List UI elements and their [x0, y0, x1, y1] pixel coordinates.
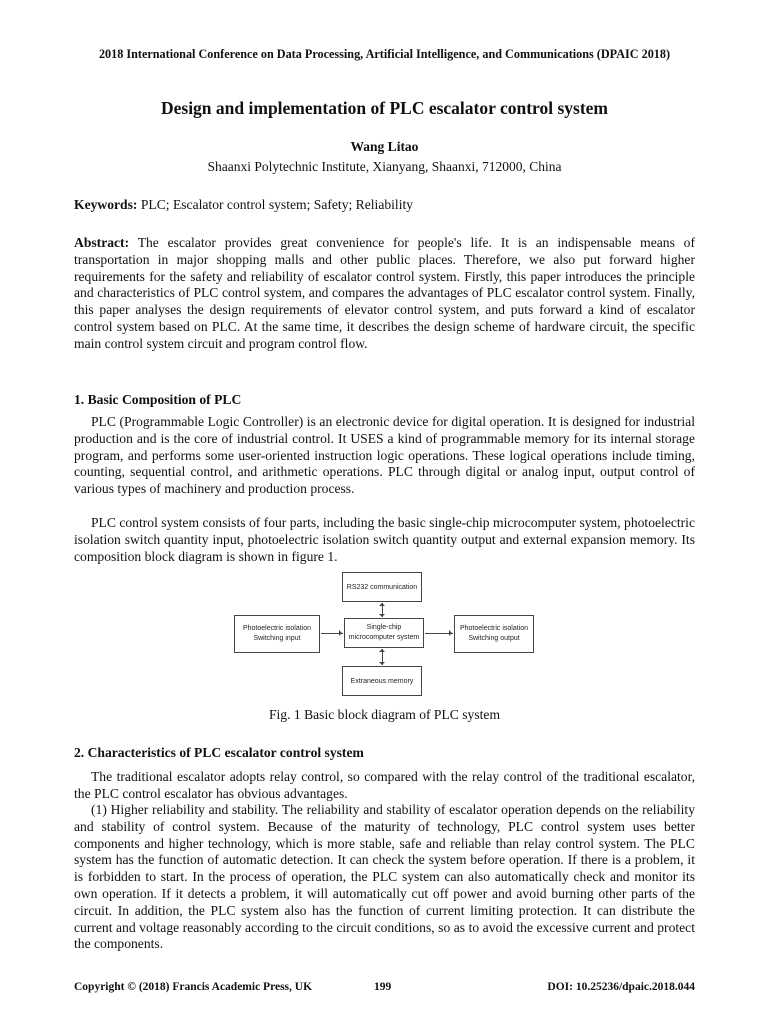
keywords-label: Keywords:: [74, 197, 138, 212]
keywords: [74, 196, 695, 213]
section-2-heading: 2. Characteristics of PLC escalator control system: [74, 745, 364, 760]
page-number: 199: [374, 981, 392, 993]
arrowhead-down-2: [379, 662, 385, 668]
copyright-notice: Copyright © (2018) Francis Academic Press, UK: [74, 981, 313, 993]
section-1-paragraph-1: PLC (Programmable Logic Controller) is an electronic device for digital operation. It is designed for industrial production and is the core of industrial control. It USES a kind of programmable memory for its internal storage program, and performs some user-oriented instruction logic operations. These logical operations include timing, counting, sequential control, and arithmetic operations. PLC through digital or analog input, output control of various types of machinery and production process.: [74, 414, 695, 497]
abstract-text: The escalator provides great convenience for people's life. It is an indispensable means of transportation in major shopping malls and other public places. Therefore, we also put forward higher requirements for the safety and reliability of escalator control system. Firstly, this paper introduces the principle and characteristics of PLC control system, and compares the advantages of PLC escalator control system. Finally, this paper analyses the design requirements of elevator control system, and puts forward a kind of escalator control system based on PLC. At the same time, it describes the design scheme of hardware circuit, the specific main control system circuit and program control flow.: [74, 235, 695, 351]
section-1-heading: 1. Basic Composition of PLC: [74, 392, 242, 407]
section-2-paragraph-2: (1) Higher reliability and stability. The reliability and stability of escalator operation depends on the reliability and stability of control system. Because of the maturity of technology, PLC control system uses better components and higher technology, which is more stable, safe and reliable than relay control system. The PLC system has the function of automatic detection. It can check the system before operation. If there is a problem, it is forbidden to start. In the process of operation, the PLC system can also automatically check and monitor its own operation. If it detects a problem, it will automatically cut off power and avoid burning other parts of the circuit. In addition, the PLC system also has the function of current limiting protection. It can distribute the current and voltage reasonably according to the circuit conditions, so as to avoid the excessive current and protect the components.: [74, 802, 695, 952]
section-1-paragraph-2: PLC control system consists of four parts, including the basic single-chip microcomputer system, photoelectric isolation switch quantity input, photoelectric isolation switch quantity output and external expansion memory. Its composition block diagram is shown in figure 1.: [74, 515, 695, 564]
microcomputer-box: [344, 618, 424, 648]
doi: DOI: 10.25236/dpaic.2018.044: [547, 981, 695, 993]
keywords-text: PLC; Escalator control system; Safety; Reliability: [140, 197, 414, 212]
rs232-box: [342, 572, 422, 602]
switching-output-box: [454, 615, 534, 653]
conference-header: 2018 International Conference on Data Processing, Artificial Intelligence, and Communications (DPAIC 2018): [98, 47, 671, 61]
figure-1-block-diagram: [234, 570, 534, 700]
arrowhead-right-2: [449, 630, 455, 636]
arrowhead-down: [379, 614, 385, 620]
arrowhead-up-2: [379, 646, 385, 652]
switching-input-label-1: Photoelectric isolation: [242, 625, 312, 632]
switching-output-label-2: Switching output: [468, 635, 520, 642]
microcomputer-label-1: Single-chip: [366, 624, 402, 631]
extraneous-memory-label: Extraneous memory: [350, 678, 414, 685]
figure-1-caption: Fig. 1 Basic block diagram of PLC system: [268, 707, 501, 722]
abstract-label: Abstract:: [74, 235, 130, 250]
section-2-paragraph-1: The traditional escalator adopts relay control, so compared with the relay control of the traditional escalator, the PLC control escalator has obvious advantages.: [74, 769, 695, 801]
paper-title: Design and implementation of PLC escalator control system: [160, 98, 609, 118]
extraneous-memory-box: [342, 666, 422, 696]
arrowhead-right: [339, 630, 345, 636]
microcomputer-label-2: microcomputer system: [348, 634, 420, 641]
switching-output-label-1: Photoelectric isolation: [459, 625, 529, 632]
abstract: [74, 235, 695, 353]
author-name: Wang Litao: [350, 139, 419, 154]
author-affiliation: Shaanxi Polytechnic Institute, Xianyang, Shaanxi, 712000, China: [207, 159, 562, 174]
switching-input-box: [234, 615, 320, 653]
switching-input-label-2: Switching input: [253, 635, 301, 642]
arrowhead-up: [379, 600, 385, 606]
rs232-label: RS232 communication: [346, 584, 418, 591]
